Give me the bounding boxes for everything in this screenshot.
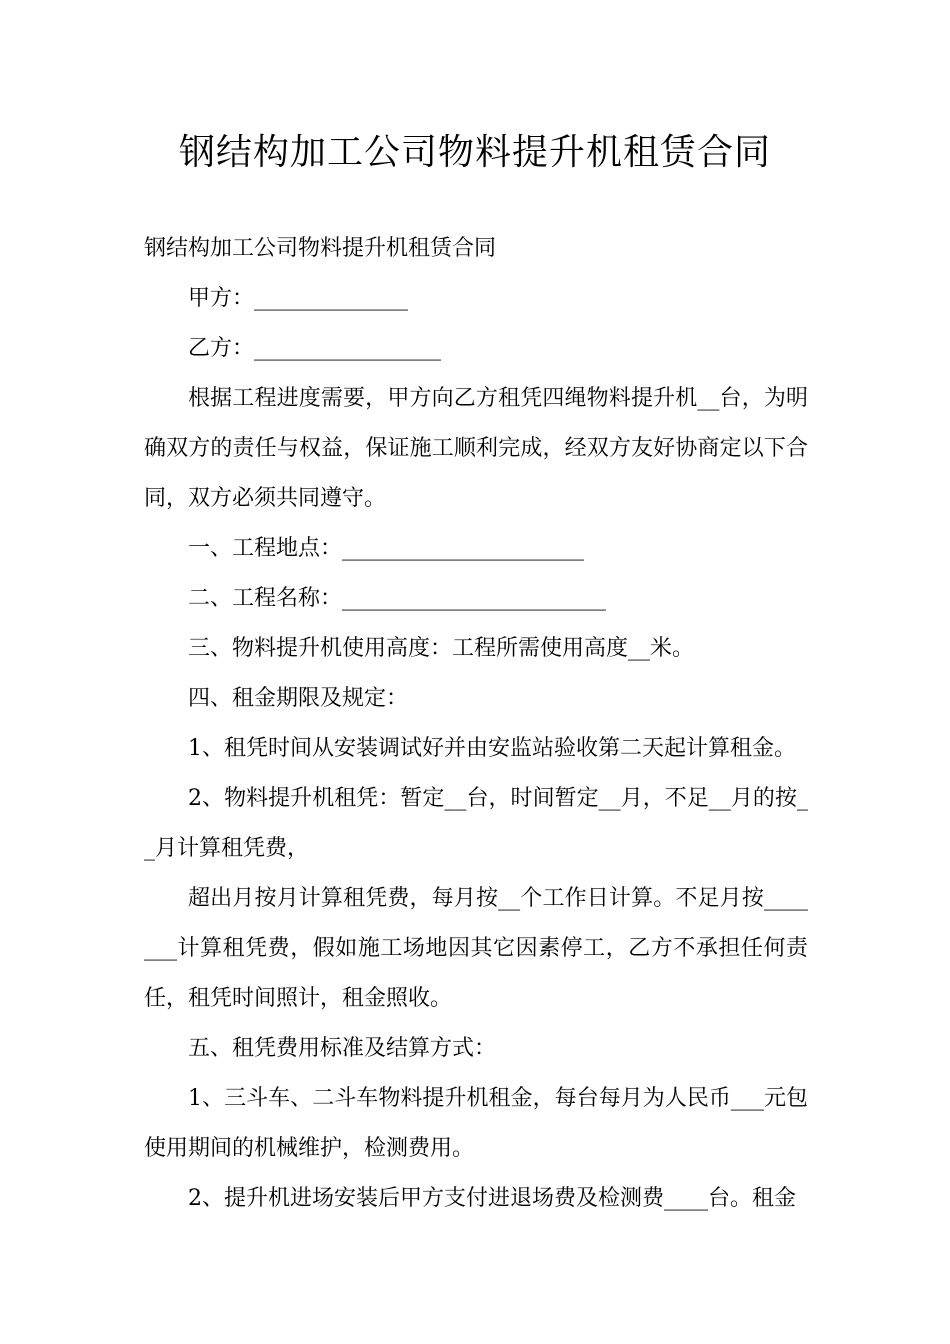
section-project-location: 一、工程地点：______________________ <box>188 536 585 561</box>
document-subtitle: 钢结构加工公司物料提升机租赁合同 <box>144 236 497 261</box>
document-title: 钢结构加工公司物料提升机租赁合同 <box>178 132 771 173</box>
section-project-name: 二、工程名称：________________________ <box>188 586 607 611</box>
section-hoist-height: 三、物料提升机使用高度：工程所需使用高度__米。 <box>188 636 695 661</box>
document-body <box>144 224 808 1224</box>
section-fee-standard-heading: 五、租凭费用标准及结算方式： <box>188 1036 497 1061</box>
rent-period-item-2: 2、物料提升机租凭：暂定__台，时间暂定__月，不足__月的按__月计算租凭费， <box>144 786 808 861</box>
rent-period-item-2-continued: 超出月按月计算租凭费，每月按__个工作日计算。不足月按_______计算租凭费，假如施工场地因其它因素停工，乙方不承担任何责任，租凭时间照计，租金照收。 <box>144 886 808 1011</box>
party-a-line: 甲方：______________ <box>188 286 409 311</box>
fee-standard-item-2: 2、提升机进场安装后甲方支付进退场费及检测费____台。租金 <box>188 1186 796 1211</box>
section-rent-period-heading: 四、租金期限及规定： <box>188 686 409 711</box>
party-b-line: 乙方：_________________ <box>188 336 442 361</box>
rent-period-item-1: 1、租凭时间从安装调试好并由安监站验收第二天起计算租金。 <box>188 736 796 761</box>
fee-standard-item-1: 1、三斗车、二斗车物料提升机租金，每台每月为人民币___元包使用期间的机械维护，检测费用。 <box>144 1086 808 1161</box>
intro-paragraph: 根据工程进度需要，甲方向乙方租凭四绳物料提升机__台，为明确双方的责任与权益，保证施工顺利完成，经双方友好协商定以下合同，双方必须共同遵守。 <box>144 386 808 511</box>
